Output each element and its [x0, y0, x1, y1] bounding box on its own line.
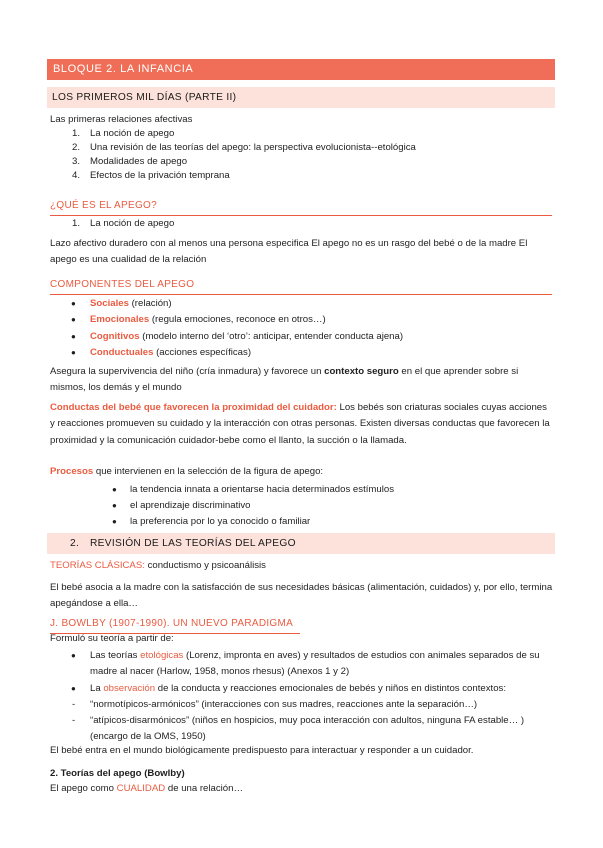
list-item: - “normotípicos-armónicos” (interacciones con sus madres, reacciones ante la separación…): [50, 697, 553, 713]
subheading-teorias-bowlby: 2. Teorías del apego (Bowlby): [50, 768, 185, 779]
list-item: 3. Modalidades de apego: [72, 155, 188, 167]
chapter-banner: BLOQUE 2. LA INFANCIA: [47, 59, 555, 80]
observacion-list: [50, 697, 553, 746]
list-item: ● Cognitivos (modelo interno del ‘otro’: anticipar, entender conducta ajena): [50, 329, 553, 345]
heading-que-es-el-apego: ¿QUÉ ES EL APEGO?: [50, 199, 552, 216]
procesos-list-wrap: [50, 482, 553, 529]
procesos-label: Procesos: [50, 466, 94, 477]
teorias-clasicas-label: TEORÍAS CLÁSICAS:: [50, 560, 145, 571]
bowlby-list-wrap: [50, 648, 553, 746]
list-item: ● Sociales (relación): [50, 296, 553, 312]
supervivencia-paragraph: Asegura la supervivencia del niño (cría inmadura) y favorece un contexto seguro en el que aprender sobre si mismos, los demás y el mundo: [50, 366, 519, 393]
list-item: 2. Una revisión de las teorías del apego: la perspectiva evolucionista--etológica: [72, 141, 416, 153]
list-item: ● Conductuales (acciones específicas): [50, 345, 553, 361]
section-number: 2.: [70, 538, 80, 549]
list-item: ● el aprendizaje discriminativo: [50, 498, 553, 514]
list-item: ● la preferencia por lo ya conocido o familiar: [50, 514, 553, 530]
final-paragraph: El bebé entra en el mundo biológicamente predispuesto para interactuar y responder a un cuidador.: [50, 745, 474, 756]
list-item: 4. Efectos de la privación temprana: [72, 169, 230, 181]
conductas-paragraph: Conductas del bebé que favorecen la proximidad del cuidador: Los bebés son criaturas sociales cuyas acciones y reacciones promueven su cuidado y la interacción con otras personas. Existen diversas conductas que favorecen la proximidad y la comunicación cuidador-bebe como el llanto, la succión o la llamada.: [50, 402, 550, 446]
clasicas-paragraph: El bebé asocia a la madre con la satisfacción de sus necesidades básicas (alimentación, cuidados) y, por ello, termina apegándose a ella…: [50, 582, 553, 610]
conductas-label: Conductas del bebé que favorecen la proximidad del cuidador:: [50, 402, 337, 413]
bowlby-list: [50, 648, 553, 697]
definition-paragraph: Lazo afectivo duradero con al menos una persona especifica El apego no es un rasgo del bebé o de la madre El apego es una cualidad de la relación: [50, 238, 528, 266]
section-componentes: [50, 296, 553, 361]
list-item: 1. La noción de apego: [72, 218, 175, 229]
procesos-list: [50, 482, 553, 529]
heading-bowlby: J. BOWLBY (1907-1990). UN NUEVO PARADIGMA: [50, 617, 300, 634]
section-heading-primeros-mil-dias: LOS PRIMEROS MIL DÍAS (PARTE II): [47, 87, 555, 108]
section-title: REVISIÓN DE LAS TEORÍAS DEL APEGO: [90, 538, 296, 549]
list-item: ● Emocionales (regula emociones, reconoce en otros…): [50, 312, 553, 328]
componentes-list: [50, 296, 553, 361]
list-item: 1. La noción de apego: [72, 127, 175, 139]
list-item: ● Las teorías etológicas (Lorenz, impronta en aves) y resultados de estudios con animales separados de su madre al nacer (Harlow, 1958, monos rhesus) (Anexos 1 y 2): [50, 648, 553, 681]
bowlby-intro: Formuló su teoría a partir de:: [50, 633, 174, 644]
procesos-paragraph: Procesos que intervienen en la selección de la figura de apego:: [50, 466, 324, 477]
section-que-es: [50, 217, 553, 231]
list-item: - “atípicos-disarmónicos” (niños en hospicios, muy poca interacción con adultos, ninguna FA estable… ) (encargo de la OMS, 1950): [50, 713, 553, 746]
section-primeros-mil-dias: [50, 113, 553, 183]
cualidad-line: El apego como CUALIDAD de una relación…: [50, 783, 244, 794]
heading-componentes: COMPONENTES DEL APEGO: [50, 278, 552, 295]
list-item: ● la tendencia innata a orientarse hacia determinados estímulos: [50, 482, 553, 498]
topic-list: [50, 127, 553, 183]
intro-text: Las primeras relaciones afectivas: [50, 114, 193, 125]
teorias-clasicas-line: TEORÍAS CLÁSICAS: conductismo y psicoanálisis: [50, 560, 266, 571]
list-item: ● La observación de la conducta y reacciones emocionales de bebés y niños en distintos contextos:: [50, 681, 553, 697]
section-heading-revision: [47, 533, 555, 554]
